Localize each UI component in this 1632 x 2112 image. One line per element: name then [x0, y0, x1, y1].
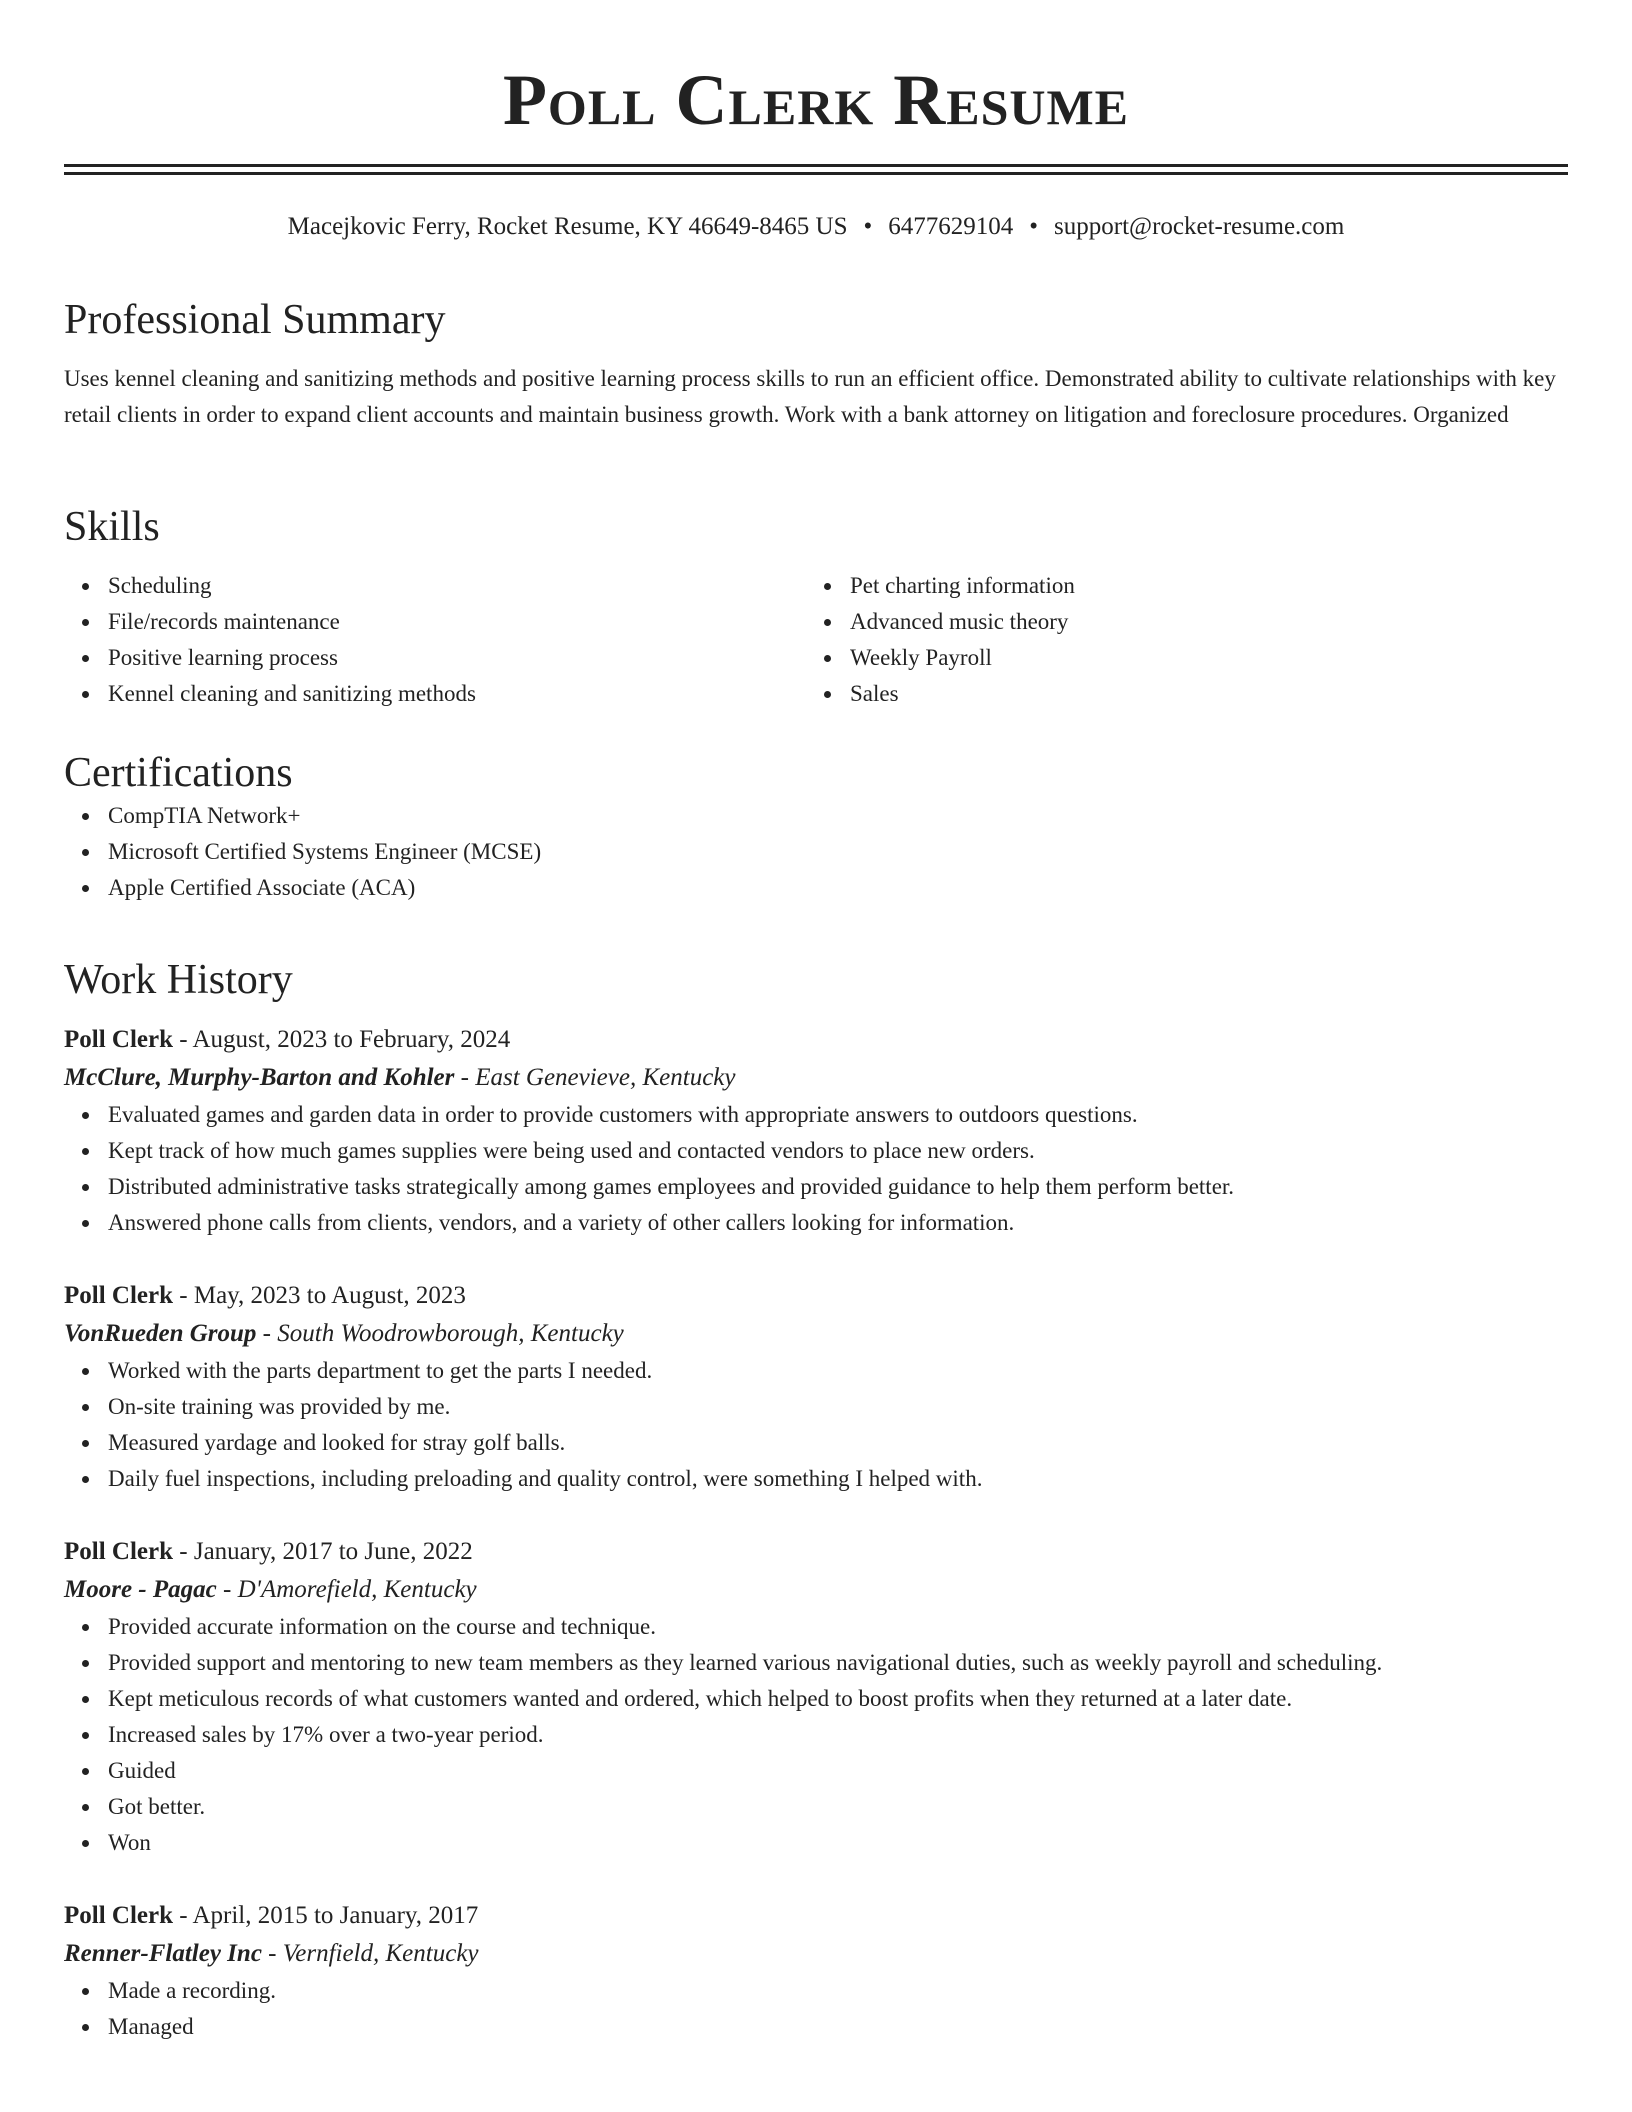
- skills-section: [64, 502, 1568, 712]
- job-bullet: Kept track of how much games supplies were being used and contacted vendors to place new orders.: [108, 1133, 1568, 1169]
- job-company-line: [64, 1315, 1568, 1353]
- skills-columns: [64, 568, 1568, 712]
- job-bullet: Answered phone calls from clients, vendors, and a variety of other callers looking for information.: [108, 1205, 1568, 1241]
- job-title-line: [64, 1277, 1568, 1315]
- certifications-heading: Certifications: [64, 750, 293, 796]
- resume-page: [64, 0, 1568, 2039]
- job-company-line: [64, 1935, 1568, 1973]
- skill-item: Weekly Payroll: [850, 640, 1548, 676]
- work-history-section: [64, 955, 1568, 2081]
- work-history-heading: Work History: [64, 957, 293, 1003]
- skill-item: Kennel cleaning and sanitizing methods: [108, 676, 806, 712]
- job-company: Moore - Pagac: [64, 1576, 217, 1603]
- skill-item: Sales: [850, 676, 1548, 712]
- job-bullet: Won: [108, 1825, 1568, 1861]
- contact-email: support@rocket-resume.com: [1054, 213, 1345, 240]
- job-title-line: [64, 1533, 1568, 1571]
- job-bullet: Got better.: [108, 1789, 1568, 1825]
- title-divider: [64, 164, 1568, 175]
- certifications-list: [64, 798, 1568, 906]
- skills-list-left: [64, 568, 806, 712]
- job-bullet: On-site training was provided by me.: [108, 1389, 1568, 1425]
- job-dates: - May, 2023 to August, 2023: [173, 1282, 466, 1309]
- skill-item: Positive learning process: [108, 640, 806, 676]
- contact-separator: •: [1029, 213, 1039, 240]
- job-location: - East Genevieve, Kentucky: [454, 1064, 736, 1091]
- skill-item: Advanced music theory: [850, 604, 1548, 640]
- contact-address: Macejkovic Ferry, Rocket Resume, KY 46649-8465 US: [287, 213, 848, 240]
- job-bullet: Managed: [108, 2009, 1568, 2045]
- job-bullet: Daily fuel inspections, including preloading and quality control, were something I helped with.: [108, 1461, 1568, 1497]
- certification-item: Apple Certified Associate (ACA): [108, 870, 1568, 906]
- summary-section: [64, 295, 1568, 433]
- job-bullet: Guided: [108, 1753, 1568, 1789]
- job-title-line: [64, 1897, 1568, 1935]
- job-title-line: [64, 1021, 1568, 1059]
- job-role: Poll Clerk: [64, 1538, 174, 1565]
- job-bullets: [64, 1353, 1568, 1497]
- job-bullet: Distributed administrative tasks strategically among games employees and provided guidance to help them perform better.: [108, 1169, 1568, 1205]
- job-company-line: [64, 1571, 1568, 1609]
- job-role: Poll Clerk: [64, 1282, 174, 1309]
- job-company-line: [64, 1059, 1568, 1097]
- contact-line: [64, 211, 1568, 243]
- job-bullet: Provided support and mentoring to new team members as they learned various navigational duties, such as weekly payroll and scheduling.: [108, 1645, 1568, 1681]
- job-role: Poll Clerk: [64, 1026, 174, 1053]
- resume-title: Poll Clerk Resume: [502, 60, 1130, 140]
- skills-list-right: [806, 568, 1548, 712]
- job-entry: [64, 1897, 1568, 2045]
- skill-item: File/records maintenance: [108, 604, 806, 640]
- job-location: - South Woodrowborough, Kentucky: [256, 1320, 624, 1347]
- job-entry: [64, 1021, 1568, 1241]
- job-dates: - April, 2015 to January, 2017: [173, 1902, 479, 1929]
- certifications-section: [64, 748, 1568, 906]
- skill-item: Scheduling: [108, 568, 806, 604]
- skills-column-right: [806, 568, 1548, 712]
- job-bullets: [64, 1973, 1568, 2045]
- job-company: VonRueden Group: [64, 1320, 257, 1347]
- job-entry: [64, 1533, 1568, 1861]
- job-dates: - January, 2017 to June, 2022: [173, 1538, 473, 1565]
- skills-heading: Skills: [64, 504, 160, 550]
- job-bullet: Measured yardage and looked for stray golf balls.: [108, 1425, 1568, 1461]
- job-bullet: Worked with the parts department to get the parts I needed.: [108, 1353, 1568, 1389]
- contact-phone: 6477629104: [888, 213, 1014, 240]
- job-bullets: [64, 1609, 1568, 1861]
- job-company: McClure, Murphy-Barton and Kohler: [64, 1064, 455, 1091]
- job-entry: [64, 1277, 1568, 1497]
- summary-heading: Professional Summary: [64, 297, 446, 343]
- job-bullet: Provided accurate information on the course and technique.: [108, 1609, 1568, 1645]
- job-bullet: Increased sales by 17% over a two-year period.: [108, 1717, 1568, 1753]
- job-dates: - August, 2023 to February, 2024: [173, 1026, 511, 1053]
- job-bullets: [64, 1097, 1568, 1241]
- job-location: - D'Amorefield, Kentucky: [216, 1576, 477, 1603]
- job-company: Renner-Flatley Inc: [64, 1940, 262, 1967]
- contact-separator: •: [863, 213, 873, 240]
- job-bullet: Evaluated games and garden data in order to provide customers with appropriate answers to outdoors questions.: [108, 1097, 1568, 1133]
- job-bullet: Kept meticulous records of what customers wanted and ordered, which helped to boost profits when they returned at a later date.: [108, 1681, 1568, 1717]
- skill-item: Pet charting information: [850, 568, 1548, 604]
- certification-item: Microsoft Certified Systems Engineer (MCSE): [108, 834, 1568, 870]
- job-location: - Vernfield, Kentucky: [261, 1940, 479, 1967]
- job-role: Poll Clerk: [64, 1902, 174, 1929]
- job-bullet: Made a recording.: [108, 1973, 1568, 2009]
- certification-item: CompTIA Network+: [108, 798, 1568, 834]
- summary-text: Uses kennel cleaning and sanitizing methods and positive learning process skills to run an efficient office. Demonstrated ability to cultivate relationships with key retail clients in order to expand client accounts and maintain business growth. Work with a bank attorney on litigation and foreclosure procedures. Organized: [64, 366, 1556, 427]
- skills-column-left: [64, 568, 806, 712]
